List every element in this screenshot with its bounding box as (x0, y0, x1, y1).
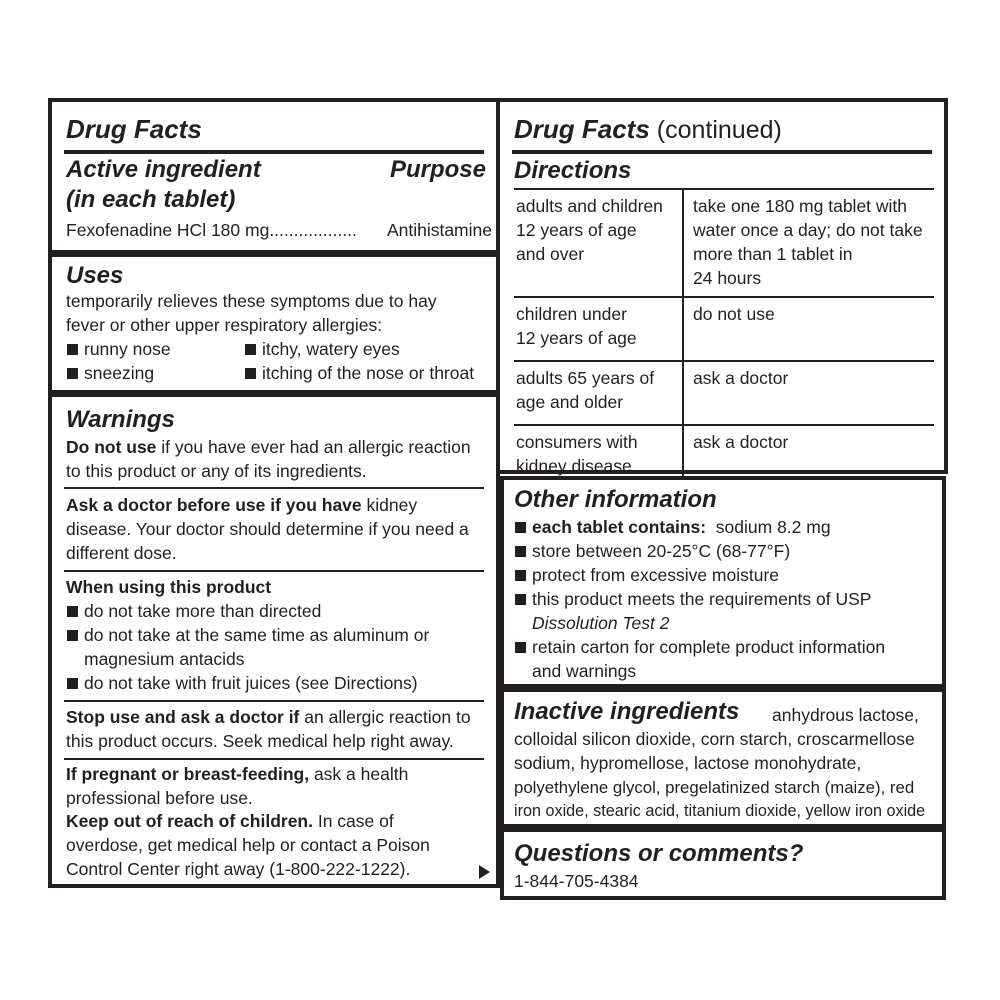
directions-what (683, 361, 934, 425)
stop-use-text: an allergic reaction to (299, 707, 471, 727)
questions-phone: 1-844-705-4384 (514, 871, 639, 891)
when-using-item: do not take with fruit juices (see Directions) (66, 672, 418, 696)
do-not-use-text: if you have ever had an allergic reaction (156, 437, 471, 457)
active-ingredient-heading: Active ingredient (66, 156, 261, 183)
other-info-item: store between 20-25°C (68-77°F) (514, 540, 790, 564)
ingredient-name: Fexofenadine HCl 180 mg (66, 220, 270, 240)
other-info-item: protect from excessive moisture (514, 564, 779, 588)
directions-cell-line: age and older (516, 392, 624, 412)
do-not-use-line-2: to this product or any of its ingredients. (66, 461, 367, 481)
continue-arrow-icon (479, 865, 490, 879)
section-divider (48, 250, 500, 257)
pregnant-label: If pregnant or breast-feeding, (66, 764, 310, 784)
questions-heading: Questions or comments? (514, 840, 804, 867)
questions-panel (500, 828, 946, 900)
directions-cell-line: ask a doctor (693, 432, 789, 452)
drug-facts-right-panel (496, 98, 948, 474)
directions-cell-line: consumers with (516, 432, 638, 452)
warnings-rule (64, 487, 484, 489)
tablet-contains-value: sodium 8.2 mg (706, 517, 831, 537)
ask-doctor-label: Ask a doctor before use if you have (66, 495, 362, 515)
keep-out-line-3: Control Center right away (1-800-222-1222). (66, 859, 411, 879)
continued-title-bold: Drug Facts (514, 114, 650, 144)
when-using-item-cont: magnesium antacids (84, 649, 245, 669)
uses-text-1: temporarily relieves these symptoms due to hay (66, 291, 437, 311)
keep-out-line-1 (66, 810, 394, 834)
uses-item: runny nose (66, 338, 171, 362)
purpose-heading: Purpose (389, 156, 486, 183)
other-info-item: this product meets the requirements of USP (514, 588, 871, 612)
directions-heading: Directions (514, 157, 632, 184)
uses-item: itching of the nose or throat (244, 362, 474, 386)
uses-heading: Uses (66, 262, 124, 289)
inactive-line-3: sodium, hypromellose, lactose monohydrate, (514, 753, 862, 773)
active-ingredient-line (66, 219, 492, 243)
table-row (514, 297, 934, 361)
inactive-line-4: polyethylene glycol, pregelatinized starch (maize), red (514, 778, 915, 797)
ingredient-purpose: Antihistamine (386, 220, 492, 240)
when-using-heading: When using this product (66, 577, 272, 597)
directions-cell-line: kidney disease (516, 456, 632, 476)
do-not-use-label: Do not use (66, 437, 157, 457)
directions-cell-line: more than 1 tablet in (693, 244, 853, 264)
directions-what (683, 297, 934, 361)
dot-leader: .................. (269, 220, 357, 240)
directions-cell-line: take one 180 mg tablet with (693, 196, 908, 216)
directions-who (514, 297, 683, 361)
keep-out-label: Keep out of reach of children. (66, 811, 313, 831)
table-row (514, 189, 934, 297)
uses-item: itchy, watery eyes (244, 338, 400, 362)
other-info-item (514, 516, 831, 540)
ask-doctor-line-3: different dose. (66, 543, 177, 563)
warnings-rule (64, 758, 484, 760)
inactive-ingredients-panel (500, 688, 946, 828)
title-rule (512, 150, 932, 154)
warnings-heading: Warnings (66, 406, 175, 433)
directions-cell-line: adults and children (516, 196, 663, 216)
inactive-line-5: iron oxide, stearic acid, titanium dioxide, yellow iron oxide (514, 802, 926, 820)
warnings-rule (64, 570, 484, 572)
directions-cell-line: 12 years of age (516, 328, 637, 348)
warnings-rule (64, 700, 484, 702)
when-using-item: do not take at the same time as aluminum or (66, 624, 429, 648)
directions-cell-line: and over (516, 244, 585, 264)
keep-out-text: In case of (312, 811, 394, 831)
pregnant-text: ask a health (309, 764, 409, 784)
ask-doctor-line-1 (66, 494, 417, 518)
directions-cell-line: adults 65 years of (516, 368, 655, 388)
inactive-ingredients-heading: Inactive ingredients (514, 698, 740, 725)
other-information-heading: Other information (514, 486, 717, 513)
drug-facts-title: Drug Facts (66, 114, 202, 144)
table-row (514, 361, 934, 425)
section-divider (48, 390, 500, 397)
keep-out-line-2: overdose, get medical help or contact a Poison (66, 835, 430, 855)
tablet-contains-label: each tablet contains: (532, 517, 707, 537)
ask-doctor-line-2: disease. Your doctor should determine if you need a (66, 519, 469, 539)
stop-use-label: Stop use and ask a doctor if (66, 707, 300, 727)
directions-who (514, 189, 683, 297)
directions-cell-line: ask a doctor (693, 368, 789, 388)
continued-title (514, 114, 782, 145)
directions-who (514, 361, 683, 425)
ask-doctor-text: kidney (361, 495, 418, 515)
inactive-line-2: colloidal silicon dioxide, corn starch, croscarmellose (514, 729, 915, 749)
other-information-panel (500, 476, 946, 688)
when-using-item: do not take more than directed (66, 600, 321, 624)
title-rule (64, 150, 484, 154)
stop-use-line-1 (66, 706, 471, 730)
uses-item: sneezing (66, 362, 154, 386)
directions-cell-line: water once a day; do not take (693, 220, 923, 240)
directions-cell-line: do not use (693, 304, 775, 324)
other-info-item-cont: and warnings (532, 661, 637, 681)
do-not-use-line-1 (66, 436, 471, 460)
stop-use-line-2: this product occurs. Seek medical help right away. (66, 731, 454, 751)
pregnant-line-1 (66, 763, 408, 787)
other-info-item-cont: Dissolution Test 2 (532, 613, 670, 633)
directions-cell-line: children under (516, 304, 627, 324)
directions-cell-line: 12 years of age (516, 220, 637, 240)
directions-what (683, 189, 934, 297)
active-ingredient-subheading: (in each tablet) (66, 186, 236, 213)
drug-facts-left-panel (48, 98, 500, 888)
other-info-item: retain carton for complete product information (514, 636, 885, 660)
pregnant-line-2: professional before use. (66, 788, 253, 808)
directions-table (514, 188, 934, 484)
uses-text-2: fever or other upper respiratory allergies: (66, 315, 383, 335)
inactive-line-1: anhydrous lactose, (772, 705, 919, 725)
continued-title-suffix: (continued) (649, 116, 782, 144)
directions-cell-line: 24 hours (693, 268, 762, 288)
